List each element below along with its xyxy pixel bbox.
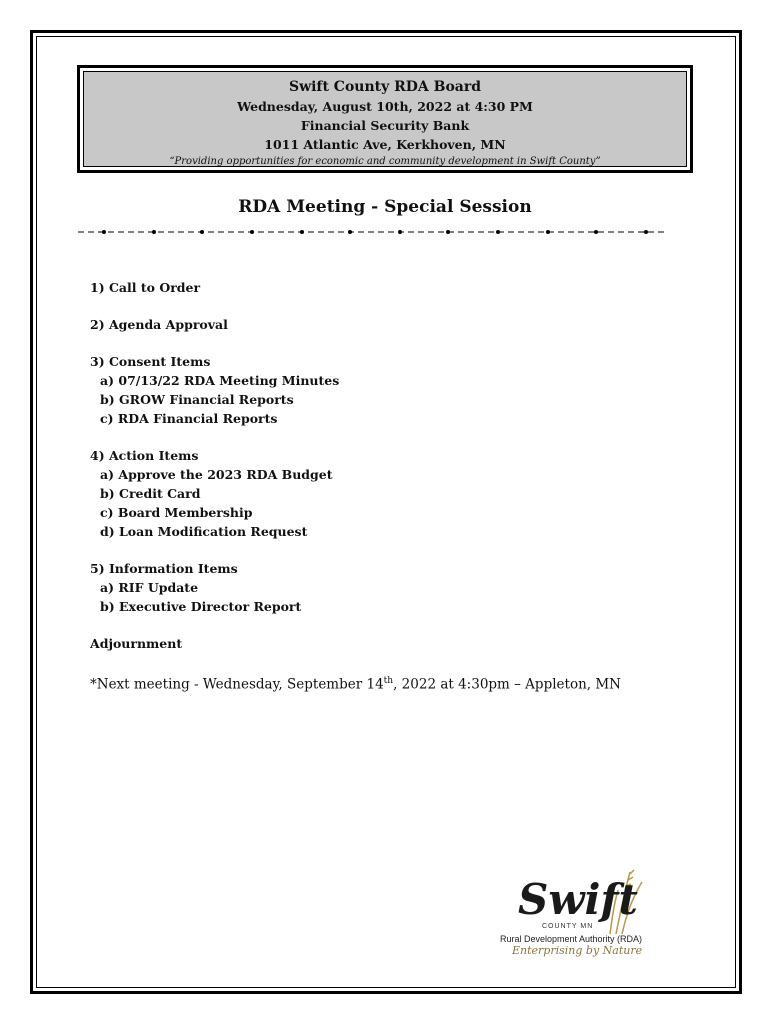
agenda-item: 2) Agenda Approval	[90, 317, 228, 332]
meeting-date: Wednesday, August 10th, 2022 at 4:30 PM	[237, 99, 533, 114]
meeting-venue: Financial Security Bank	[300, 118, 470, 133]
agenda-item: 1) Call to Order	[90, 280, 201, 295]
tagline: “Providing opportunities for economic and community development in Swift County”	[169, 156, 601, 167]
next-meeting-suffix: , 2022 at 4:30pm – Appleton, MN	[393, 676, 621, 693]
agenda-item: 3) Consent Items	[90, 354, 211, 369]
header-box	[77, 65, 693, 173]
adjournment: Adjournment	[90, 636, 183, 651]
meeting-address: 1011 Atlantic Ave, Kerkhoven, MN	[264, 137, 506, 152]
agenda-subitem: a) Approve the 2023 RDA Budget	[100, 467, 333, 482]
next-meeting-prefix: *Next meeting - Wednesday, September 14	[90, 676, 384, 693]
agenda-section	[90, 278, 339, 297]
agenda-subitem: d) Loan Modification Request	[100, 524, 308, 539]
decorative-divider	[78, 228, 668, 236]
logo-org: Rural Development Authority (RDA)	[500, 934, 643, 944]
logo-slogan: Enterprising by Nature	[512, 944, 643, 957]
next-meeting-note	[90, 676, 621, 693]
agenda-section	[90, 315, 339, 334]
agenda-section	[90, 352, 339, 428]
logo-name: Swift	[518, 875, 638, 924]
agenda-section	[90, 446, 339, 541]
agenda-subitem: b) Credit Card	[100, 486, 201, 501]
agenda-subitem: a) 07/13/22 RDA Meeting Minutes	[100, 373, 340, 388]
agenda-subitem: b) GROW Financial Reports	[100, 392, 294, 407]
agenda-item: 4) Action Items	[90, 448, 199, 463]
agenda-item: 5) Information Items	[90, 561, 238, 576]
swift-county-rda-logo	[498, 854, 668, 964]
agenda-section	[90, 559, 339, 616]
agenda-subitem: a) RIF Update	[100, 580, 199, 595]
agenda-list	[90, 278, 339, 653]
meeting-title: RDA Meeting - Special Session	[238, 197, 532, 217]
header-panel	[83, 71, 687, 167]
agenda-subitem: c) Board Membership	[100, 505, 253, 520]
agenda-subitem: b) Executive Director Report	[100, 599, 302, 614]
agenda-subitem: c) RDA Financial Reports	[100, 411, 278, 426]
logo-county: COUNTY MN	[542, 923, 594, 930]
next-meeting-ordinal: th	[383, 676, 394, 686]
board-title: Swift County RDA Board	[288, 79, 482, 95]
